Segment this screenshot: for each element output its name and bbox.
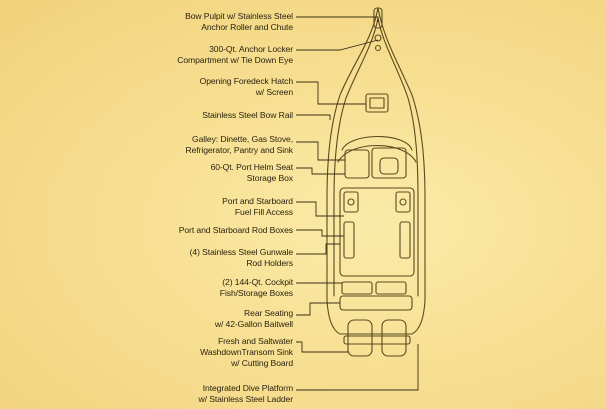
callout-helm-seat: 60-Qt. Port Helm Seat Storage Box [210, 162, 293, 183]
leader-6 [296, 168, 345, 174]
callout-rod-boxes: Port and Starboard Rod Boxes [178, 225, 293, 235]
starboard-engine [382, 320, 406, 356]
callout-bow-pulpit: Bow Pulpit w/ Stainless Steel Anchor Roller and Chute [185, 11, 293, 32]
rear-seating [340, 296, 412, 310]
leader-7 [296, 202, 344, 216]
leader-5 [296, 142, 345, 160]
port-seat [345, 150, 369, 178]
callout-foredeck-hatch: Opening Foredeck Hatch w/ Screen [199, 76, 293, 97]
leader-12 [296, 342, 348, 352]
helm-seat [380, 158, 398, 174]
bow-rail [334, 18, 418, 296]
port-fuel-fill [344, 192, 358, 212]
leader-2 [296, 40, 378, 50]
leader-1 [296, 17, 378, 22]
callout-fish-boxes: (2) 144-Qt. Cockpit Fish/Storage Boxes [219, 277, 293, 298]
callout-rod-holders: (4) Stainless Steel Gunwale Rod Holders [189, 247, 293, 268]
callout-fuel-fill: Port and Starboard Fuel Fill Access [222, 196, 293, 217]
callout-dive-platform: Integrated Dive Platform w/ Stainless Steel Ladder [198, 383, 293, 404]
port-rod-box [344, 222, 354, 258]
fish-box-starboard [376, 282, 406, 294]
starboard-rod-box [400, 222, 410, 258]
dive-platform [344, 336, 410, 344]
starboard-fuel-fill [396, 192, 410, 212]
leader-3 [296, 82, 366, 104]
callout-anchor-locker: 300-Qt. Anchor Locker Compartment w/ Tie Down Eye [177, 44, 293, 65]
leader-4 [296, 115, 330, 120]
leader-13 [296, 344, 418, 390]
leader-9 [296, 244, 340, 254]
port-engine [348, 320, 372, 356]
leader-11 [296, 303, 340, 315]
callout-transom-sink: Fresh and Saltwater WashdownTransom Sink w/ Cutting Board [200, 336, 293, 368]
callout-bow-rail: Stainless Steel Bow Rail [202, 110, 293, 120]
leader-8 [296, 230, 344, 236]
cockpit-area [340, 188, 414, 276]
foredeck-hatch [366, 94, 388, 112]
callout-galley: Galley: Dinette, Gas Stove, Refrigerator, Pantry and Sink [185, 134, 293, 155]
callout-rear-seating: Rear Seating w/ 42-Gallon Baitwell [214, 308, 293, 329]
fish-box-port [342, 282, 372, 294]
